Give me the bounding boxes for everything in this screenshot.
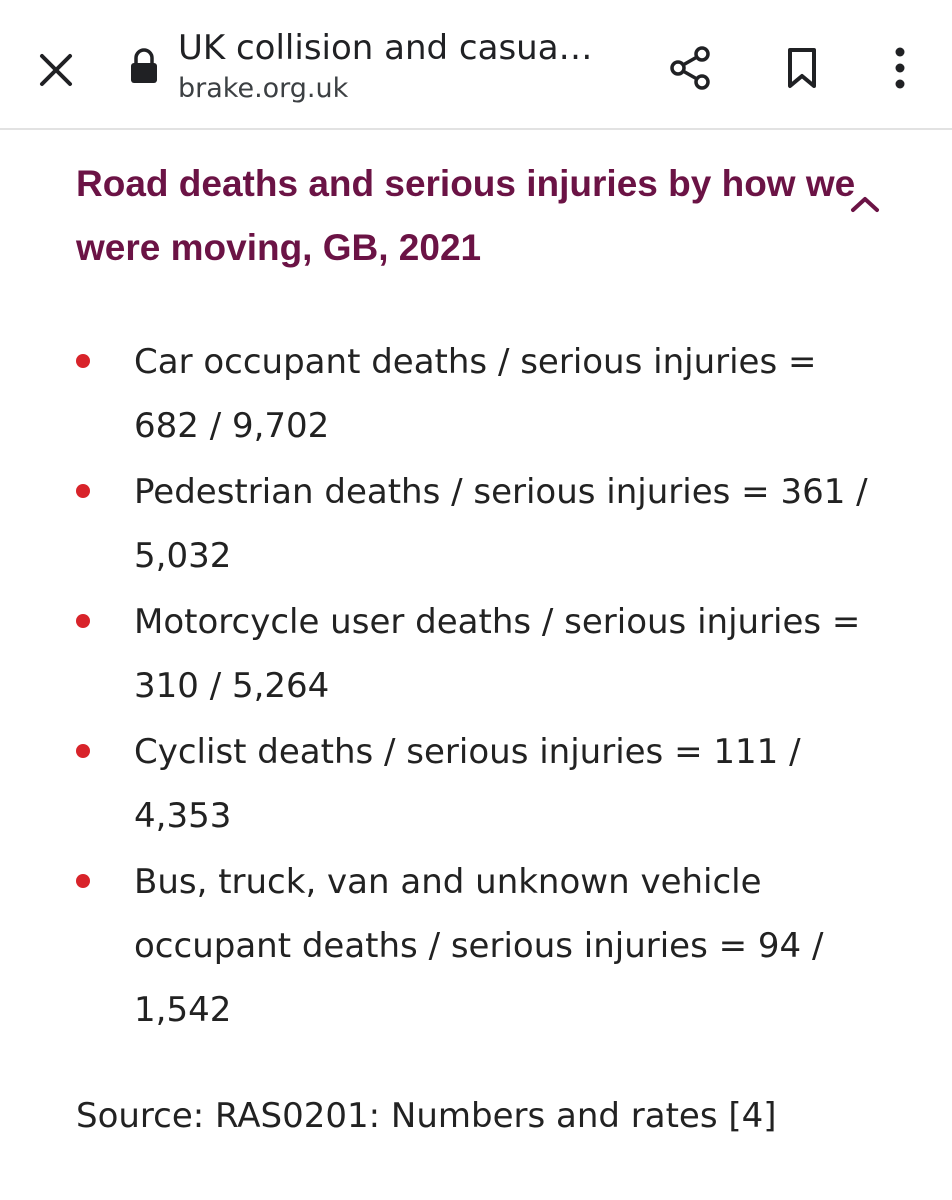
list-item-text: Bus, truck, van and unknown vehicle occupant deaths / serious injuries = 94 / 1,542 bbox=[134, 862, 824, 1030]
more-menu-button[interactable] bbox=[870, 38, 930, 98]
page-info[interactable] bbox=[178, 26, 628, 106]
list-item-text: Motorcycle user deaths / serious injuries = 310 / 5,264 bbox=[134, 602, 861, 706]
close-button[interactable] bbox=[28, 42, 84, 98]
bullet-icon bbox=[76, 874, 90, 888]
page-title: UK collision and casua… bbox=[178, 28, 593, 68]
bullet-icon bbox=[76, 614, 90, 628]
section-heading[interactable]: Road deaths and serious injuries by how we were moving, GB, 2021 bbox=[76, 163, 856, 268]
list-item-text: Car occupant deaths / serious injuries = 682 / 9,702 bbox=[134, 342, 817, 446]
bullet-icon bbox=[76, 354, 90, 368]
bullet-icon bbox=[76, 484, 90, 498]
bookmark-icon bbox=[782, 46, 822, 90]
collapse-button[interactable] bbox=[838, 182, 892, 226]
lock-icon bbox=[126, 46, 162, 86]
close-icon bbox=[38, 52, 74, 88]
bullet-icon bbox=[76, 744, 90, 758]
more-vert-icon bbox=[890, 46, 910, 90]
list-item bbox=[0, 720, 952, 848]
list-item-text: Pedestrian deaths / serious injuries = 361 / 5,032 bbox=[134, 472, 868, 576]
source-citation: Source: RAS0201: Numbers and rates [4] bbox=[76, 1096, 777, 1136]
browser-toolbar bbox=[0, 0, 952, 130]
chevron-up-icon bbox=[850, 194, 880, 214]
page-url: brake.org.uk bbox=[178, 73, 349, 104]
list-item bbox=[0, 850, 952, 1042]
list-item bbox=[0, 460, 952, 588]
list-item bbox=[0, 590, 952, 718]
bookmark-button[interactable] bbox=[772, 38, 832, 98]
list-item-text: Cyclist deaths / serious injuries = 111 / 4,353 bbox=[134, 732, 801, 836]
list-item bbox=[0, 330, 952, 458]
stats-list bbox=[0, 330, 952, 1044]
share-button[interactable] bbox=[660, 38, 720, 98]
share-icon bbox=[666, 44, 714, 92]
